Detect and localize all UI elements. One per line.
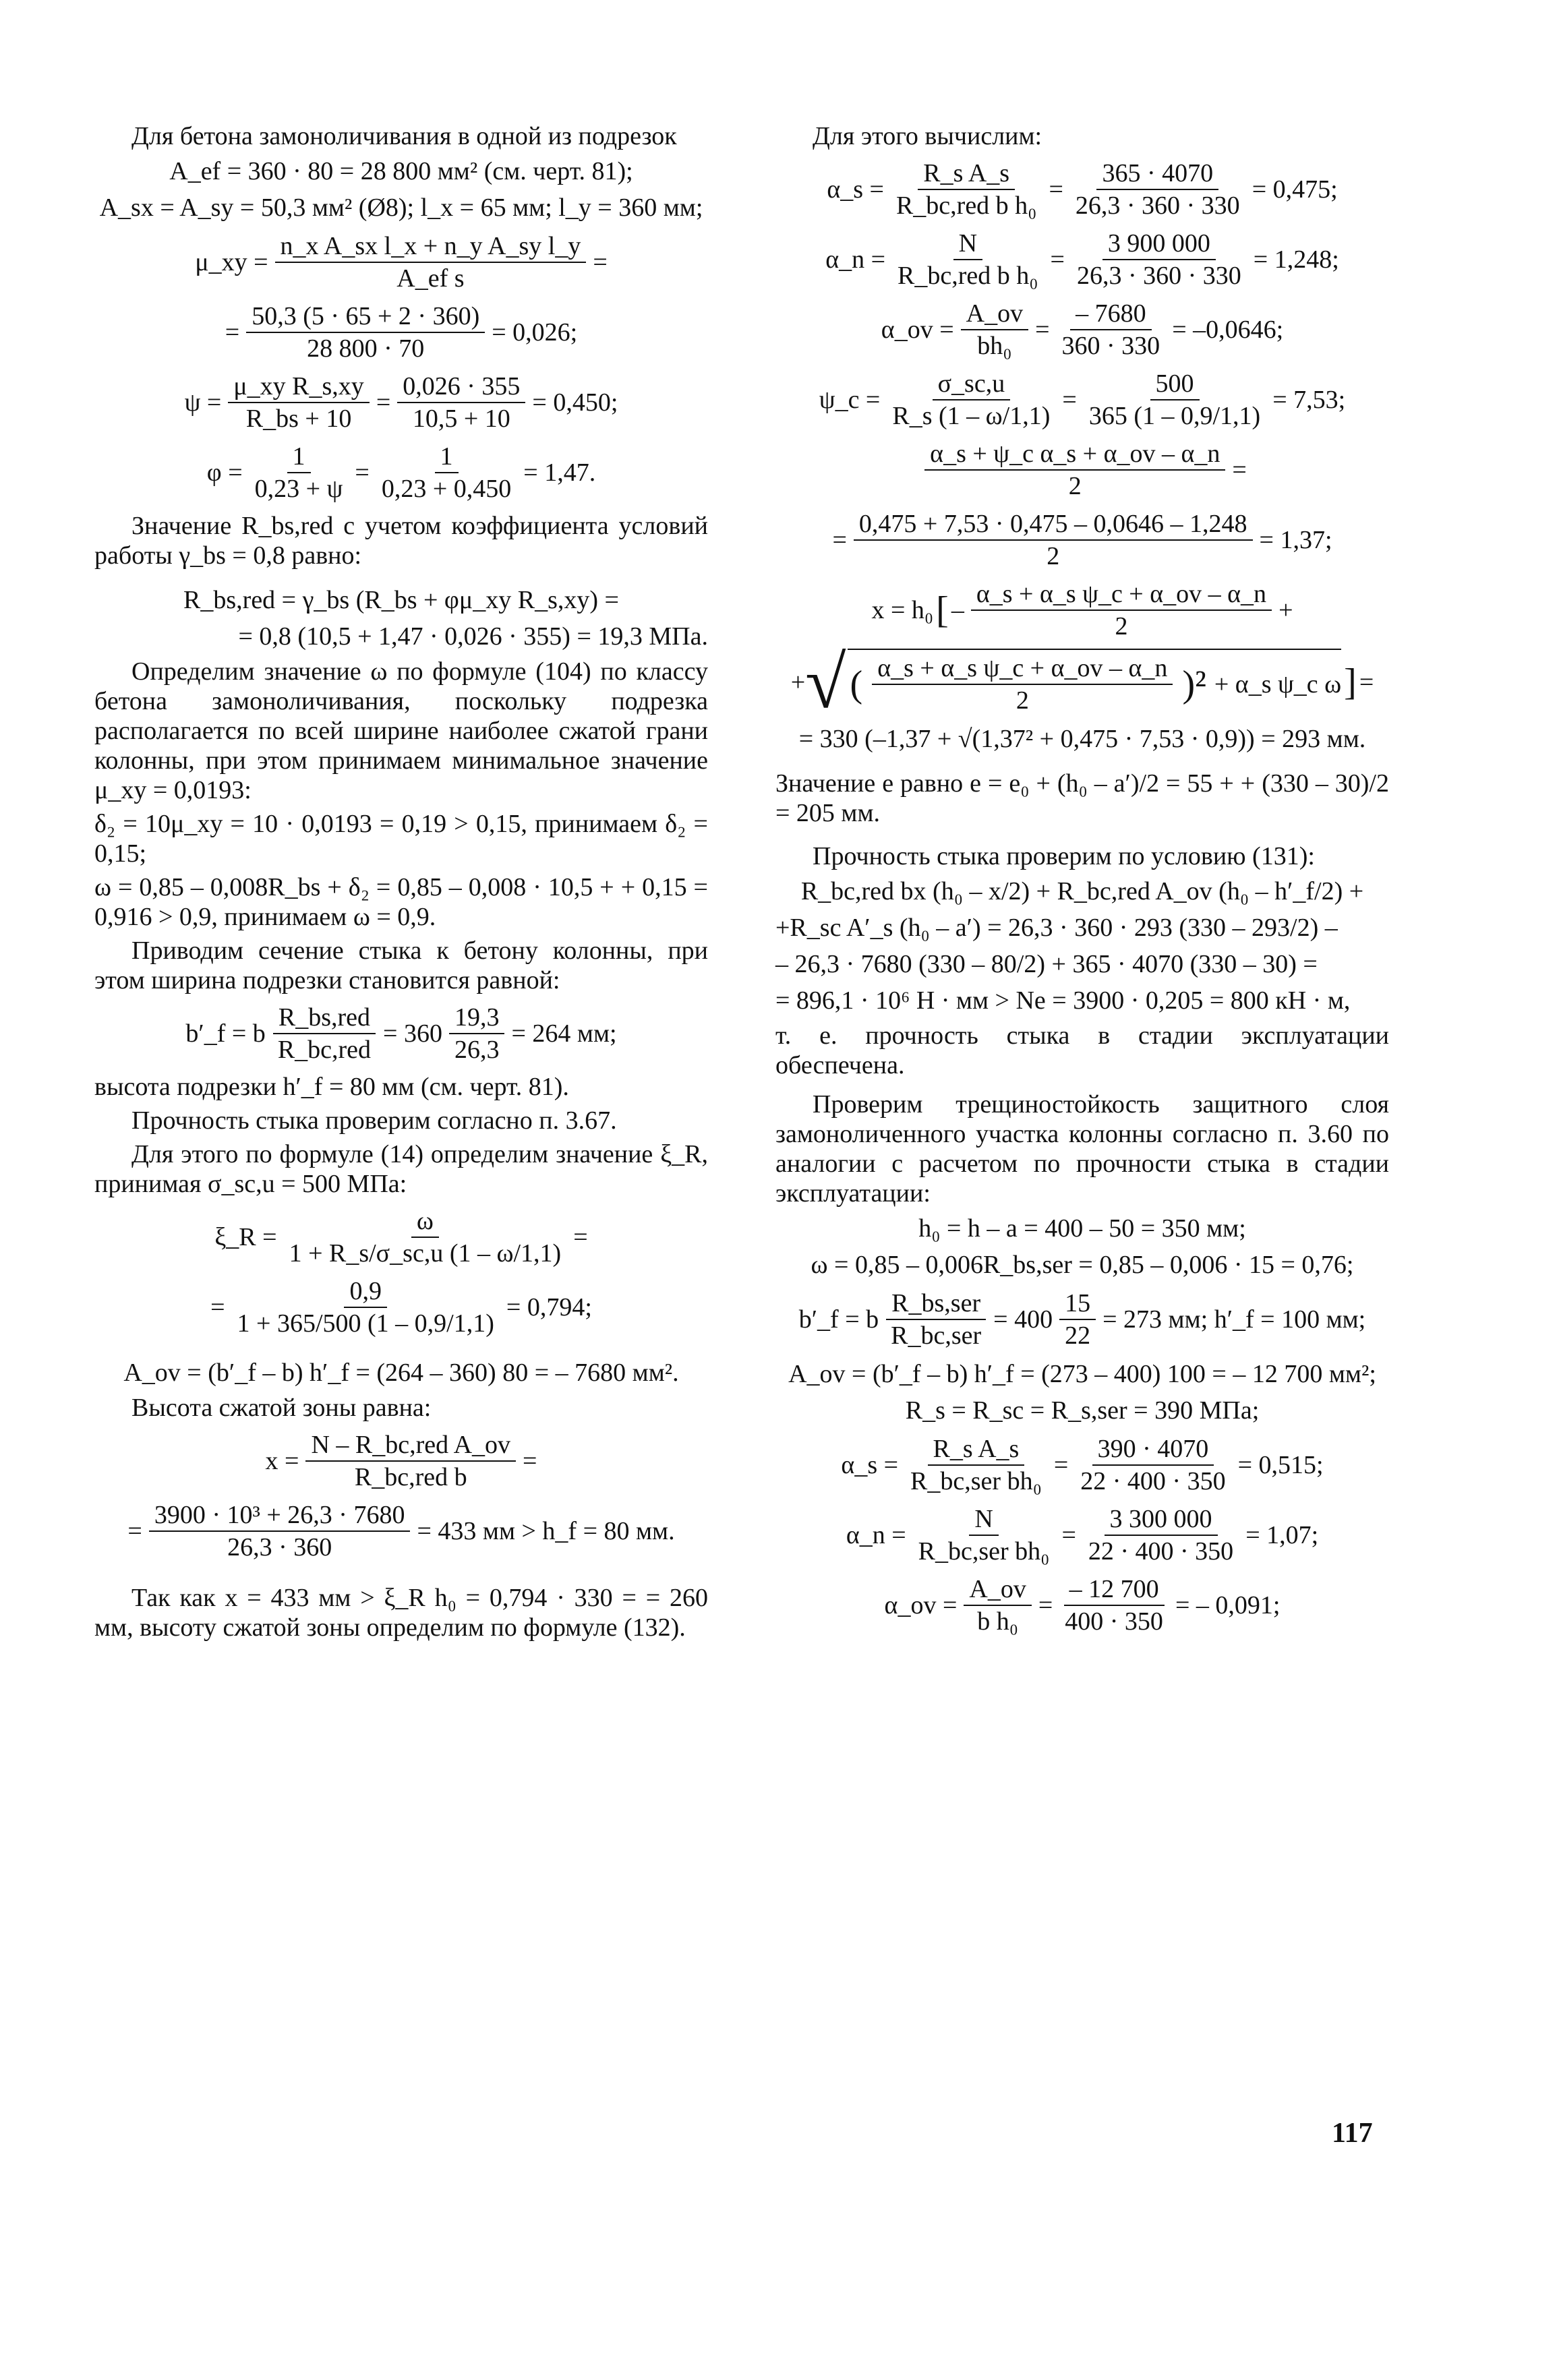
formula-aef: A_ef = 360 · 80 = 28 800 мм² (см. черт. 81);: [169, 157, 633, 185]
xi-paragraph: Для этого по формуле (14) определим значение ξ_R, принимая σ_sc,u = 500 МПа:: [94, 1140, 708, 1198]
formula-x-sqrt: + √ ( α_s + α_s ψ_c + α_ov – α_n 2 )² + α_s ψ_c ω ] =: [790, 641, 1374, 723]
formula-alpha-n: α_n = N R_bc,red b h₀ = $\frac{3 900 000}{26,3 \cdot 360 \cdot 330}$ = 1,248;: [825, 229, 1339, 290]
omega-formula: ω = 0,85 – 0,008R_bs + δ₂ = 0,85 – 0,008 · 10,5 + + 0,15 = 0,916 > 0,9, принимаем ω = 0,9.: [94, 873, 708, 931]
strength-conclusion: т. е. прочность стыка в стадии эксплуатации обеспечена.: [775, 1021, 1389, 1079]
right-column: [775, 121, 1389, 1644]
intro-paragraph: Для бетона замоноличивания в одной из подрезок: [131, 122, 677, 150]
reduce-paragraph: Приводим сечение стыка к бетону колонны, при этом ширина подрезки становится равной:: [94, 936, 708, 994]
crack-paragraph: Проверим трещиностойкость защитного слоя замоноличенного участка колонны согласно п. 3.60 по аналогии с расчетом по прочности стыка в стадии эксплуатации:: [775, 1090, 1389, 1208]
formula-psi: ψ = $\frac{\text{μ\_xy R\_s,xy}}{R\_bs + 10}$ = $\frac{0,026 \cdot 355}{10,5 + 10}$ = 0,450;: [184, 372, 618, 433]
formula-alpha-s: α_s = R_s A_s R_bc,red b h₀ = $\frac{365 \cdot 4070}{26,3 \cdot 360 \cdot 330}$ = 0,475;: [827, 159, 1338, 220]
formula-sum: $\frac{\text{α\_s + ψ\_c α\_s + α\_ov – α\_n}}{2}$ =: [775, 438, 1389, 502]
formula-aov: A_ov = (b′_f – b) h′_f = (264 – 360) 80 = – 7680 мм².: [123, 1359, 679, 1387]
formula-asx: A_sx = A_sy = 50,3 мм² (Ø8); l_x = 65 мм; l_y = 360 мм;: [99, 194, 703, 222]
rbs-paragraph: Значение R_bs,red с учетом коэффициента условий работы γ_bs = 0,8 равно:: [94, 512, 708, 570]
formula-x-result: = 330 (–1,37 + √(1,37² + 0,475 · 7,53 · 0,9)) = 293 мм.: [798, 725, 1366, 753]
strength-eq-3: – 26,3 · 7680 (330 – 80/2) + 365 · 4070 (330 – 30) =: [775, 950, 1318, 978]
zone-line: Высота сжатой зоны равна:: [131, 1394, 432, 1422]
formula-alpha-n-ser: α_n = N R_bc,ser bh₀ = $\frac{3 300 000}{22 \cdot 400 \cdot 350}$ = 1,07;: [846, 1505, 1319, 1566]
formula-alpha-ov-ser: α_ov = $\frac{A\_ov}{\text{b h₀}}$ = $\frac{- 12 700}{400 \cdot 350}$ = – 0,091;: [884, 1575, 1281, 1636]
check-line: Прочность стыка проверим согласно п. 3.67.: [131, 1106, 617, 1135]
omega-paragraph: Определим значение ω по формуле (104) по классу бетона замоноличивания, поскольку подрезка располагается по всей ширине наиболее сжатой грани колонны, при этом принимаем минимальное значение μ_xy = 0,0193:: [94, 657, 708, 804]
formula-aov-ser: A_ov = (b′_f – b) h′_f = (273 – 400) 100 = – 12 700 мм²;: [788, 1360, 1376, 1388]
formula-rbs-1: R_bs,red = γ_bs (R_bs + φμ_xy R_s,xy) =: [183, 586, 619, 614]
strength-eq-4: = 896,1 · 10⁶ Н · мм > Ne = 3900 · 0,205 = 800 кН · м,: [775, 986, 1351, 1015]
formula-h0: h₀ = h – a = 400 – 50 = 350 мм;: [918, 1214, 1246, 1243]
strength-eq-2: +R_sc A′_s (h₀ – a′) = 26,3 · 360 · 293 (330 – 293/2) –: [775, 914, 1338, 942]
formula-x-value: = $\frac{\text{3900 · 10³ + 26,3 · 7680}}{26,3 \cdot 360}$ = 433 мм > h_f = 80 мм.: [127, 1501, 675, 1561]
formula-mu: μ_xy = $\frac{\text{n\_x A\_sx l\_x + n\_y A\_sy l\_y}}{\text{A\_ef s}}$ =: [195, 232, 608, 293]
final-paragraph: Так как x = 433 мм > ξ_R h₀ = 0,794 · 330 = = 260 мм, высоту сжатой зоны определим по формуле (132).: [94, 1584, 708, 1642]
formula-phi: φ = $\frac{1}{0,23 + \psi}$ = $\frac{1}{0,23 + 0,450}$ = 1,47.: [206, 442, 596, 503]
delta-formula: δ₂ = 10μ_xy = 10 · 0,0193 = 0,19 > 0,15, принимаем δ₂ = 0,15;: [94, 810, 708, 868]
formula-bf: b′_f = b R_bs,red R_bc,red = 360 $\frac{19,3}{26,3}$ = 264 мм;: [185, 1003, 617, 1064]
hf-line: высота подрезки h′_f = 80 мм (см. черт. 81).: [94, 1073, 569, 1101]
strength-eq-1: R_bc,red bx (h₀ – x/2) + R_bc,red A_ov (h₀ – h′_f/2) +: [800, 877, 1364, 905]
formula-mu-value: = $\frac{50,3 (5 \cdot 65 + 2 \cdot 360)}{28 800 \cdot 70}$ = 0,026;: [225, 302, 578, 363]
fraction: $\frac{\text{n\_x A\_sx l\_x + n\_y A\_sy l\_y}}{\text{A\_ef s}}$: [275, 231, 587, 294]
formula-alpha-s-ser: α_s = R_s A_s R_bc,ser bh₀ = $\frac{390 \cdot 4070}{22 \cdot 400 \cdot 350}$ = 0,515;: [841, 1435, 1324, 1495]
formula-sum-value: = $\frac{0,475 + 7,53 \cdot 0,475 - 0,0646 - 1,248}{2}$ = 1,37;: [832, 510, 1332, 570]
formula-rs: R_s = R_sc = R_s,ser = 390 МПа;: [905, 1396, 1260, 1425]
formula-omega-ser: ω = 0,85 – 0,006R_bs,ser = 0,85 – 0,006 · 15 = 0,76;: [811, 1251, 1354, 1279]
formula-alpha-ov: α_ov = $\frac{A\_ov}{\text{bh₀}}$ = $\frac{- 7680}{360 \cdot 330}$ = –0,0646;: [881, 299, 1284, 360]
page-number: 117: [1332, 2118, 1373, 2149]
formula-rbs-2: = 0,8 (10,5 + 1,47 · 0,026 · 355) = 19,3 МПа.: [238, 622, 708, 651]
formula-xi: ξ_R = $\frac{\omega}{1 + R\_s/\sigma\_sc,u (1 - \omega/1,1)}$ =: [214, 1207, 588, 1268]
e-paragraph: Значение e равно e = e₀ + (h₀ – a′)/2 = 55 + + (330 – 30)/2 = 205 мм.: [775, 769, 1389, 827]
formula-x: x = N – R_bc,red A_ov R_bc,red b =: [265, 1431, 537, 1491]
strength-line: Прочность стыка проверим по условию (131):: [813, 842, 1315, 870]
formula-psi-c: ψ_c = $\frac{\sigma\_sc,u}{R\_s (1 - \omega/1,1)}$ = $\frac{500}{365 (1 - 0,9/1,1)}$ = 7,53;: [819, 369, 1346, 430]
formula-xi-value: = $\frac{0,9}{1 + 365/500 (1 - 0,9/1,1)}$ = 0,794;: [210, 1277, 592, 1338]
formula-bf-ser: b′_f = b R_bs,ser R_bc,ser = 400 $\frac{15}{22}$ = 273 мм; h′_f = 100 мм;: [798, 1289, 1366, 1350]
intro-line: Для этого вычислим:: [813, 122, 1042, 150]
sqrt-sign: √ ( α_s + α_s ψ_c + α_ov – α_n 2 )² + α_s ψ_c ω: [805, 641, 1342, 723]
left-column: [94, 121, 708, 1646]
formula-x-bracket: x = h₀ [ – α_s + α_s ψ_c + α_ov – α_n 2 +: [871, 580, 1293, 641]
